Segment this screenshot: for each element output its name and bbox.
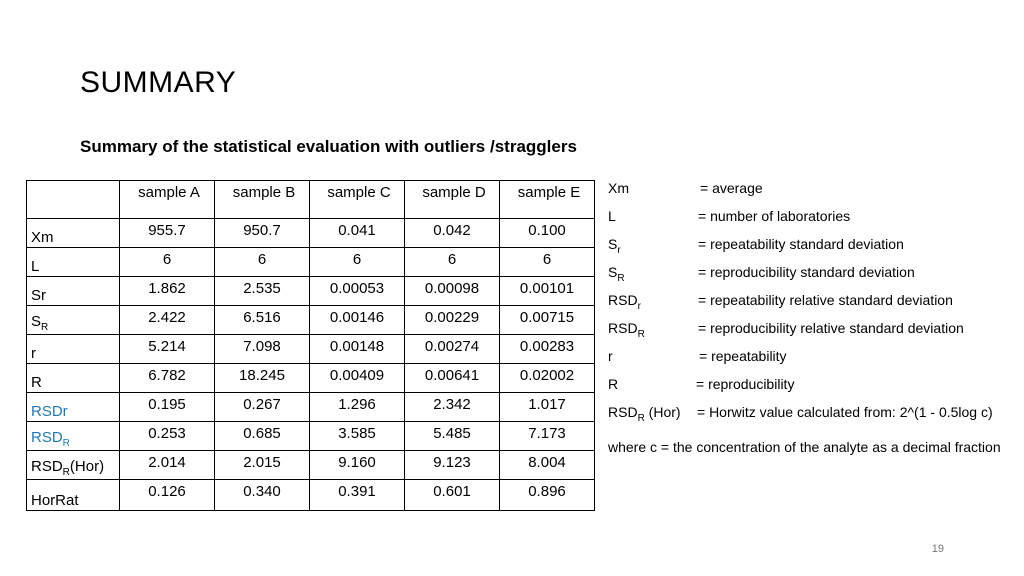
table-cell: 0.253 <box>120 422 215 451</box>
table-cell: 1.296 <box>310 393 405 422</box>
row-label-cell <box>27 393 120 422</box>
table-cell: 955.7 <box>120 219 215 248</box>
table-cell: 0.340 <box>215 480 310 511</box>
table-cell: 1.017 <box>500 393 595 422</box>
table-cell: 0.041 <box>310 219 405 248</box>
legend-symbol <box>608 264 625 284</box>
legend-item <box>608 348 1018 376</box>
legend-item <box>608 376 1018 404</box>
row-label-subscript: R <box>62 467 70 478</box>
row-label: HorRat <box>31 492 79 509</box>
row-label-cell <box>27 335 120 364</box>
legend-definition: = average <box>700 180 763 196</box>
legend-symbol <box>608 320 645 340</box>
table-cell: 0.195 <box>120 393 215 422</box>
table-cell: 0.896 <box>500 480 595 511</box>
legend-item <box>608 208 1018 236</box>
table-cell: 0.00148 <box>310 335 405 364</box>
legend-item <box>608 264 1018 292</box>
legend-symbol-text: RSD <box>608 292 638 308</box>
legend-definition: = Horwitz value calculated from: 2^(1 - 0.5log c) <box>697 404 993 420</box>
table-row <box>27 219 595 248</box>
table-row <box>27 277 595 306</box>
table-cell: 0.00641 <box>405 364 500 393</box>
table-cell: 0.685 <box>215 422 310 451</box>
legend-item <box>608 292 1018 320</box>
legend-symbol-text: L <box>608 208 616 224</box>
legend-definition: = reproducibility <box>696 376 795 392</box>
legend-symbol <box>608 180 629 196</box>
row-label: S <box>31 313 42 330</box>
legend-item <box>608 320 1018 348</box>
legend-item <box>608 236 1018 264</box>
table-row <box>27 248 595 277</box>
legend-symbol-subscript: R <box>637 328 645 340</box>
table-row <box>27 335 595 364</box>
table-row <box>27 422 595 451</box>
column-header: sample B <box>215 181 310 219</box>
table-cell: 6 <box>500 248 595 277</box>
table-cell: 0.02002 <box>500 364 595 393</box>
table-cell: 950.7 <box>215 219 310 248</box>
table-cell: 2.422 <box>120 306 215 335</box>
legend-symbol-subscript: r <box>637 300 641 312</box>
table-cell: 0.00274 <box>405 335 500 364</box>
column-header: sample D <box>405 181 500 219</box>
legend-symbol-suffix: (Hor) <box>644 404 681 420</box>
table-cell: 6.782 <box>120 364 215 393</box>
table-cell: 7.098 <box>215 335 310 364</box>
row-label: r <box>31 345 36 362</box>
table-cell: 2.342 <box>405 393 500 422</box>
row-label-cell <box>27 422 120 451</box>
table-row <box>27 480 595 511</box>
legend-symbol <box>608 376 618 392</box>
table-row <box>27 364 595 393</box>
table-cell: 0.00283 <box>500 335 595 364</box>
row-label-cell <box>27 219 120 248</box>
page-title: SUMMARY <box>80 66 237 99</box>
table-row <box>27 306 595 335</box>
table-cell: 2.014 <box>120 451 215 480</box>
page-subtitle: Summary of the statistical evaluation with outliers /stragglers <box>80 137 577 156</box>
table-cell: 2.535 <box>215 277 310 306</box>
legend-definition: = repeatability relative standard deviation <box>698 292 953 308</box>
table-cell: 0.391 <box>310 480 405 511</box>
table-cell: 18.245 <box>215 364 310 393</box>
legend-symbol-text: RSD <box>608 404 638 420</box>
row-label-subscript: R <box>41 322 49 333</box>
legend-symbol-text: r <box>608 348 613 364</box>
row-label-cell <box>27 277 120 306</box>
column-header: sample A <box>120 181 215 219</box>
table-cell: 6.516 <box>215 306 310 335</box>
table-cell: 0.00053 <box>310 277 405 306</box>
legend-symbol-subscript: R <box>637 412 645 424</box>
table-row <box>27 451 595 480</box>
legend <box>608 180 1018 461</box>
table-cell: 6 <box>310 248 405 277</box>
legend-list <box>608 180 1018 432</box>
table-cell: 0.00101 <box>500 277 595 306</box>
legend-definition: = number of laboratories <box>698 208 851 224</box>
legend-symbol-text: R <box>608 376 619 392</box>
header-corner-cell <box>27 181 120 219</box>
table-cell: 3.585 <box>310 422 405 451</box>
row-label-cell <box>27 364 120 393</box>
legend-note: where c = the concentration of the analyte as a decimal fraction <box>608 439 1001 455</box>
table-cell: 2.015 <box>215 451 310 480</box>
table-header-row <box>27 181 595 219</box>
legend-symbol-subscript: R <box>617 272 625 284</box>
legend-definition: = repeatability <box>699 348 787 364</box>
page-number: 19 <box>931 543 944 555</box>
table-cell: 7.173 <box>500 422 595 451</box>
table-cell: 0.601 <box>405 480 500 511</box>
row-label-subscript: R <box>62 438 70 449</box>
table-cell: 8.004 <box>500 451 595 480</box>
legend-definition: = reproducibility standard deviation <box>698 264 915 280</box>
row-label: RSD <box>31 429 63 446</box>
table-cell: 0.267 <box>215 393 310 422</box>
legend-symbol-text: RSD <box>608 320 638 336</box>
row-label-suffix: (Hor) <box>69 458 105 475</box>
legend-item <box>608 180 1018 208</box>
table-cell: 0.00715 <box>500 306 595 335</box>
table-cell: 0.126 <box>120 480 215 511</box>
row-label-cell <box>27 248 120 277</box>
legend-definition: = reproducibility relative standard deviation <box>698 320 964 336</box>
table-cell: 0.042 <box>405 219 500 248</box>
row-label: Sr <box>31 287 46 304</box>
row-label-cell <box>27 451 120 480</box>
column-header: sample E <box>500 181 595 219</box>
table-cell: 1.862 <box>120 277 215 306</box>
row-label: R <box>31 374 42 391</box>
table-cell: 6 <box>215 248 310 277</box>
table-cell: 0.100 <box>500 219 595 248</box>
table-cell: 0.00229 <box>405 306 500 335</box>
table-cell: 9.123 <box>405 451 500 480</box>
row-label-cell <box>27 480 120 511</box>
row-label: Xm <box>31 229 54 246</box>
legend-symbol-subscript: r <box>617 244 621 256</box>
table-cell: 0.00409 <box>310 364 405 393</box>
summary-table <box>26 180 595 511</box>
table-cell: 5.214 <box>120 335 215 364</box>
column-header: sample C <box>310 181 405 219</box>
table-cell: 5.485 <box>405 422 500 451</box>
row-label: RSDr <box>31 403 68 420</box>
legend-symbol <box>608 208 616 224</box>
table-cell: 0.00098 <box>405 277 500 306</box>
table-cell: 6 <box>405 248 500 277</box>
legend-symbol <box>608 292 641 312</box>
table-cell: 9.160 <box>310 451 405 480</box>
row-label: L <box>31 258 40 275</box>
row-label-cell <box>27 306 120 335</box>
legend-symbol-text: Xm <box>608 180 629 196</box>
legend-definition: = repeatability standard deviation <box>698 236 904 252</box>
table-row <box>27 393 595 422</box>
table-cell: 6 <box>120 248 215 277</box>
table-cell: 0.00146 <box>310 306 405 335</box>
legend-symbol <box>608 236 621 256</box>
legend-symbol-text: S <box>608 264 618 280</box>
legend-symbol <box>608 404 681 424</box>
legend-item <box>608 404 1018 432</box>
legend-symbol-text: S <box>608 236 618 252</box>
legend-symbol <box>608 348 613 364</box>
row-label: RSD <box>31 458 63 475</box>
